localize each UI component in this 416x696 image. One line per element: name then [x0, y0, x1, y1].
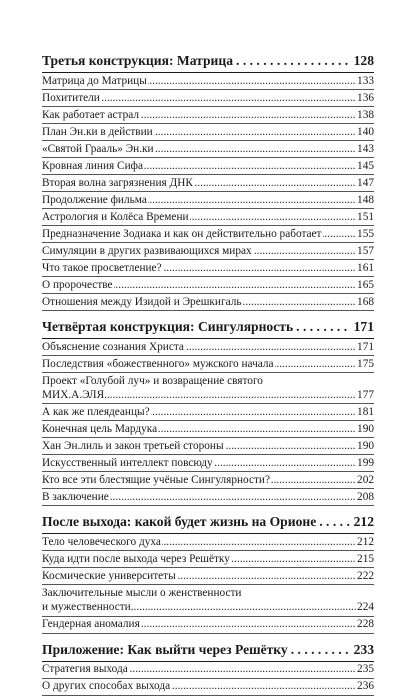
toc-entry-line: Проект «Голубой луч» и возвращение святого [42, 374, 263, 387]
toc-entry-text [42, 278, 356, 292]
section-page-number: 171 [353, 319, 374, 334]
toc-entry-text [42, 552, 356, 566]
toc-entry-text [42, 439, 356, 453]
toc-entry[interactable] [42, 141, 374, 158]
toc-entry[interactable] [42, 373, 374, 404]
toc-entry-label: О пророчестве [42, 278, 113, 291]
toc-entry[interactable] [42, 617, 374, 634]
dot-leader [291, 641, 351, 659]
toc-entry-label: Как работает астрал [42, 108, 139, 121]
toc-entry-label: Отношения между Изидой и Эрешкигаль [42, 295, 242, 308]
toc-entry[interactable] [42, 534, 374, 551]
toc-entry[interactable] [42, 404, 374, 421]
dot-leader [296, 318, 350, 336]
toc-entry-text [42, 422, 356, 436]
toc-entry-label: Искусственный интеллект повсюду [42, 457, 213, 469]
toc-entry[interactable] [42, 277, 374, 294]
toc-entry-label: Хан Эн.лиль и закон третьей стороны [42, 440, 224, 452]
toc-entry-label: «Святой Грааль» Эн.ки [42, 142, 154, 155]
entry-page-number: 235 [357, 663, 374, 676]
section-page-number: 233 [353, 641, 374, 657]
toc-entry[interactable] [42, 73, 374, 90]
entry-page-number: 222 [357, 570, 374, 582]
section-page-number: 128 [353, 53, 374, 68]
section-heading[interactable] [42, 52, 374, 73]
toc-entry-label: Стратегия выхода [42, 663, 128, 676]
toc-entry-text [42, 535, 356, 549]
entry-page-number: 215 [357, 553, 374, 565]
toc-entry-label: Гендерная аномалия [42, 618, 140, 631]
entry-page-number: 151 [357, 210, 374, 223]
toc-entry[interactable] [42, 455, 374, 472]
entry-page-number: 175 [357, 357, 374, 370]
section-title: Четвёртая конструкция: Сингулярность [42, 319, 294, 334]
toc-entry[interactable] [42, 209, 374, 226]
toc-entry[interactable] [42, 158, 374, 175]
entry-page-number: 190 [357, 440, 374, 452]
entry-page-number: 138 [357, 108, 374, 121]
toc-entry-label: Кровная линия Сифа [42, 159, 143, 172]
entry-page-number: 181 [357, 406, 374, 418]
section-heading[interactable] [42, 513, 374, 534]
table-of-contents [42, 52, 374, 696]
entry-page-number: 236 [357, 680, 374, 693]
toc-entry-label: Конечная цель Мардука [42, 423, 158, 435]
toc-entry-text [42, 159, 356, 173]
entry-page-number: 177 [357, 389, 374, 401]
toc-entry-text [42, 456, 356, 470]
toc-entry[interactable] [42, 226, 374, 243]
toc-entry-text [42, 227, 356, 241]
toc-entry-label: Объяснение сознания Христа [42, 340, 184, 353]
toc-entry-label: Что такое просветление? [42, 261, 162, 274]
toc-entry-text [42, 74, 356, 88]
toc-entry-text [42, 295, 356, 309]
toc-entry[interactable] [42, 489, 374, 506]
toc-entry-label: Матрица до Матрицы [42, 74, 147, 87]
toc-entry[interactable] [42, 192, 374, 209]
toc-entry[interactable] [42, 175, 374, 192]
toc-entry-label: Космические университеты [42, 570, 176, 582]
dot-leader [236, 52, 351, 70]
toc-entry-label: Вторая волна загрязнения ДНК [42, 176, 193, 189]
toc-entry[interactable] [42, 107, 374, 124]
toc-entry-label: План Эн.ки в действии [42, 125, 153, 138]
entry-page-number: 145 [357, 159, 374, 172]
entry-page-number: 136 [357, 91, 374, 104]
toc-entry[interactable] [42, 438, 374, 455]
toc-entry-text [42, 244, 356, 258]
section-page-number: 212 [353, 514, 374, 530]
toc-entry-label: Предназначение Зодиака и как он действительно работает [42, 227, 322, 240]
section-title: Третья конструкция: Матрица [42, 53, 234, 68]
toc-entry-text [42, 193, 356, 207]
dot-leader [104, 388, 356, 402]
entry-page-number: 224 [357, 601, 374, 614]
toc-entry[interactable] [42, 243, 374, 260]
entry-page-number: 133 [357, 74, 374, 87]
toc-entry-text [42, 405, 356, 419]
toc-entry-text [42, 125, 356, 139]
toc-entry[interactable] [42, 356, 374, 373]
toc-entry[interactable] [42, 90, 374, 107]
toc-entry-line: Заключительные мысли о женственности [42, 587, 242, 599]
entry-page-number: 208 [357, 491, 374, 503]
section-title: После выхода: какой будет жизнь на Орионе [42, 514, 317, 530]
toc-entry-label: Продолжение фильма [42, 193, 147, 206]
toc-entry-label: О других способах выхода [42, 680, 171, 693]
entry-page-number: 165 [357, 278, 374, 291]
toc-entry-label: и мужественности [42, 601, 131, 614]
entry-page-number: 157 [357, 244, 374, 257]
toc-section [42, 641, 374, 696]
entry-page-number: 168 [357, 295, 374, 308]
toc-entry[interactable] [42, 124, 374, 141]
toc-entry-label: Тело человеческого духа [42, 536, 161, 548]
toc-entry[interactable] [42, 472, 374, 489]
entry-page-number: 199 [357, 457, 374, 469]
toc-entry[interactable] [42, 551, 374, 568]
toc-entry-text [42, 261, 356, 275]
entry-page-number: 228 [357, 618, 374, 631]
section-title: Приложение: Как выйти через Решётку [42, 641, 288, 657]
entry-page-number: 171 [357, 340, 374, 353]
toc-entry[interactable] [42, 294, 374, 311]
toc-entry-label: Куда идти после выхода через Решётку [42, 553, 230, 565]
toc-entry-label: Кто все эти блестящие учёные Сингулярности? [42, 474, 270, 486]
toc-entry-label: Последствия «божественного» мужского начала [42, 357, 274, 370]
toc-entry-text [42, 108, 356, 122]
dot-leader [319, 513, 350, 531]
toc-entry[interactable] [42, 339, 374, 356]
entry-page-number: 140 [357, 125, 374, 138]
toc-entry-label: А как же плеядеанцы? [42, 406, 150, 418]
toc-entry[interactable] [42, 568, 374, 585]
toc-section [42, 513, 374, 633]
toc-entry-text [42, 490, 356, 504]
toc-entry[interactable] [42, 421, 374, 438]
entry-page-number: 212 [357, 536, 374, 548]
toc-entry-text [42, 210, 356, 224]
entry-page-number: 161 [357, 261, 374, 274]
toc-section [42, 52, 374, 311]
entry-page-number: 190 [357, 423, 374, 435]
entry-page-number: 148 [357, 193, 374, 206]
toc-entry-text [42, 473, 356, 487]
entry-page-number: 147 [357, 176, 374, 189]
entry-page-number: 143 [357, 142, 374, 155]
entry-page-number: 202 [357, 474, 374, 486]
toc-entry-label: Астрология и Колёса Времени [42, 210, 189, 223]
toc-entry-text [42, 569, 356, 583]
toc-entry[interactable] [42, 662, 374, 679]
dot-leader [131, 600, 356, 614]
toc-section [42, 318, 374, 506]
toc-entry-text [42, 91, 356, 105]
toc-entry[interactable] [42, 260, 374, 277]
toc-entry[interactable] [42, 679, 374, 696]
toc-entry-label: В заключение [42, 491, 109, 503]
toc-entry-text [42, 340, 356, 354]
toc-entry-text [42, 617, 356, 631]
toc-entry-label: Похитители [42, 91, 100, 104]
toc-entry[interactable] [42, 585, 374, 616]
toc-entry-label: МИХ.А.ЭЛЯ [42, 389, 105, 401]
toc-entry-text [42, 176, 356, 190]
toc-entry-text [42, 142, 356, 156]
toc-entry-label: Симуляции в других развивающихся мирах [42, 244, 252, 257]
section-heading[interactable] [42, 641, 374, 662]
toc-entry-text [42, 357, 356, 371]
section-heading[interactable] [42, 318, 374, 339]
entry-page-number: 155 [357, 227, 374, 240]
toc-entry-text [42, 679, 356, 693]
